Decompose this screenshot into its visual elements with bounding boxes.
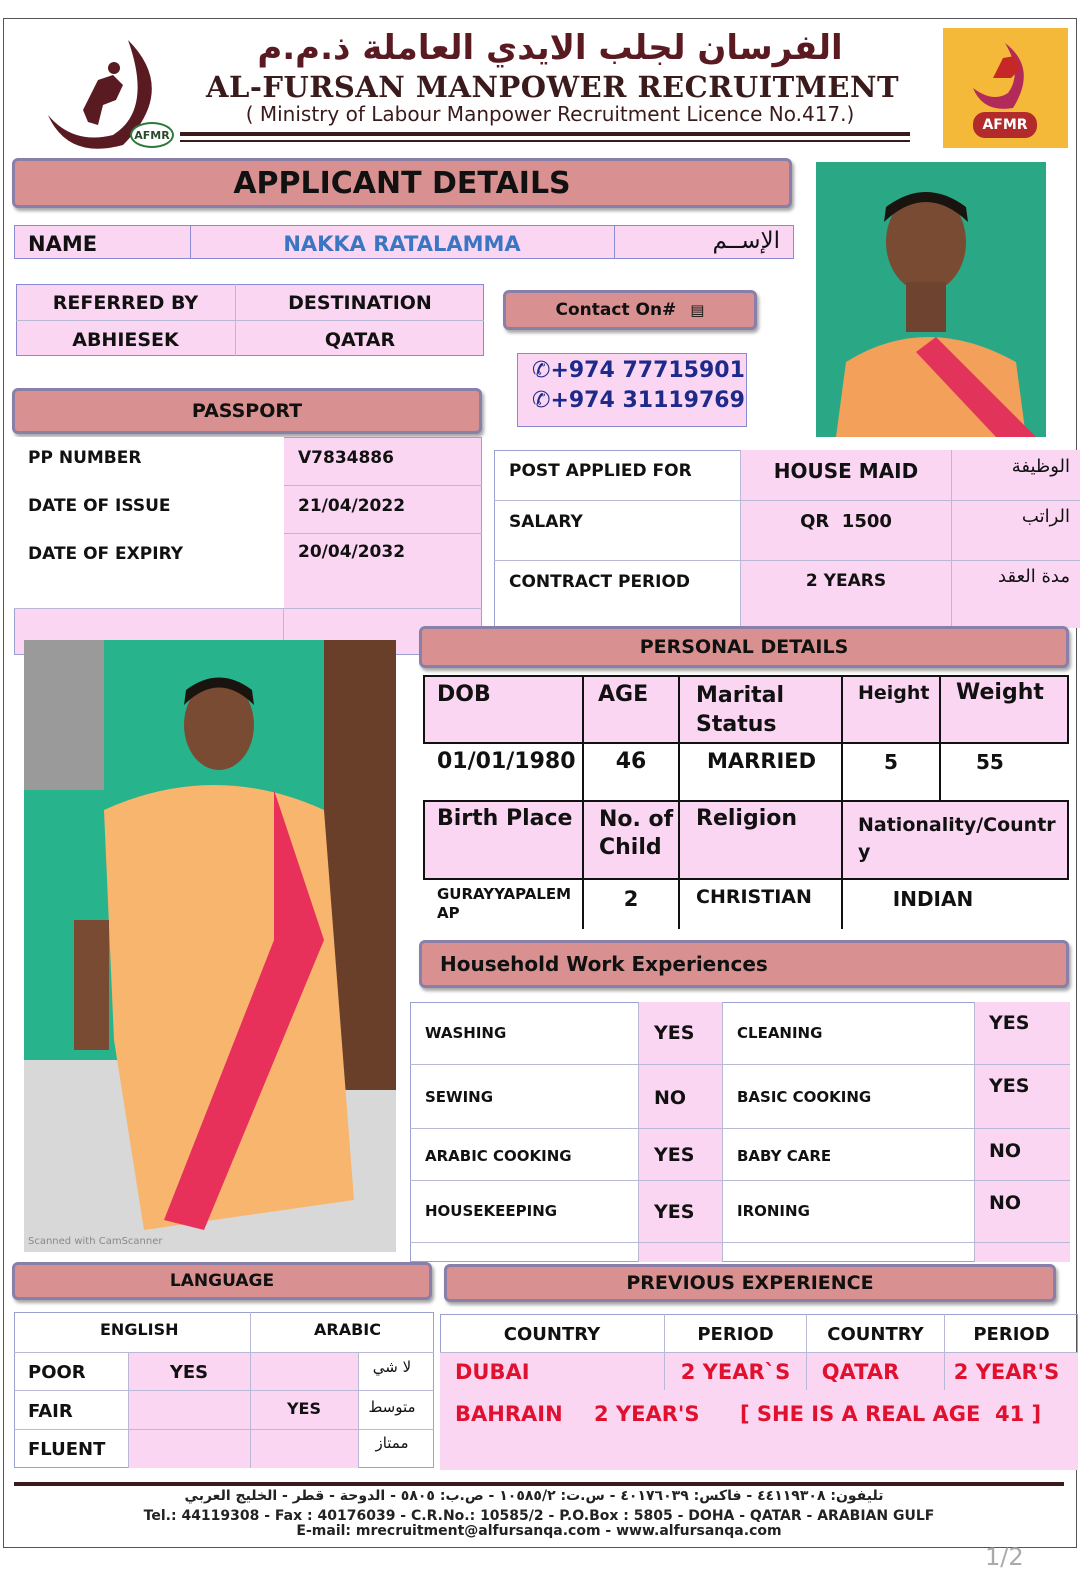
poor-label: POOR <box>28 1362 86 1383</box>
name-label: NAME <box>28 232 98 256</box>
height-header: Height <box>858 682 930 704</box>
company-logo-right <box>943 28 1068 148</box>
phone-icon: ✆ <box>532 388 551 413</box>
basic-cooking-value: YES <box>989 1075 1030 1097</box>
language-header: LANGUAGE <box>12 1262 432 1300</box>
footer-rule <box>14 1482 1064 1486</box>
footer-arabic: تليفون: ٤٤١١٩٣٠٨ - فاكس: ٤٠١٧٦٠٣٩ - س.ت: ١٠٥٨٥/٢ - ص.ب: ٥٨٠٥ - الدوحة - قطر - الخليج العربي <box>184 1488 884 1504</box>
baby-care-label: BABY CARE <box>737 1147 832 1165</box>
language-english-header: ENGLISH <box>100 1320 179 1339</box>
destination-label: DESTINATION <box>288 292 432 314</box>
referred-by-value: ABHIESEK <box>72 329 179 351</box>
contract-period-label: CONTRACT PERIOD <box>509 572 691 592</box>
washing-label: WASHING <box>425 1024 507 1042</box>
height-value: 5 <box>884 750 898 774</box>
prev-period-3: 2 YEAR'S <box>594 1402 700 1426</box>
header-rule-thin <box>180 140 910 142</box>
poor-english: YES <box>169 1362 209 1383</box>
salary-arabic: الراتب <box>1021 506 1070 527</box>
previous-experience-header: PREVIOUS EXPERIENCE <box>444 1264 1056 1302</box>
date-of-expiry-label: DATE OF EXPIRY <box>28 544 184 564</box>
housekeeping-value: YES <box>654 1201 695 1223</box>
post-applied-value: HOUSE MAID <box>773 459 919 483</box>
header-rule <box>180 132 910 136</box>
phone-2[interactable]: ✆+974 31119769 <box>532 388 745 413</box>
marital-status-header: Marital Status <box>696 683 785 737</box>
page-number: 1/2 <box>985 1543 1024 1571</box>
post-applied-arabic: الوظيفة <box>1011 456 1070 477</box>
fair-label: FAIR <box>28 1401 73 1422</box>
phone-1[interactable]: ✆+974 77715901 <box>532 358 745 383</box>
ironing-value: NO <box>989 1192 1022 1214</box>
company-arabic-title: الفرسان لجلب الايدي العاملة ذ.م.م <box>257 28 843 68</box>
religion-header: Religion <box>696 806 798 831</box>
language-arabic-header: ARABIC <box>314 1320 381 1339</box>
applicant-full-photo <box>24 640 396 1252</box>
age-header: AGE <box>598 682 649 707</box>
fair-arabic-label: متوسط <box>368 1398 416 1416</box>
nationality-header: Nationality/Country <box>858 814 1056 863</box>
company-licence: ( Ministry of Labour Manpower Recruitment Licence No.417.) <box>245 102 855 126</box>
arabic-cooking-label: ARABIC COOKING <box>425 1147 572 1165</box>
marital-status-value: MARRIED <box>707 749 817 773</box>
name-value: NAKKA RATALAMMA <box>283 232 521 256</box>
fair-arabic: YES <box>286 1399 322 1418</box>
household-header: Household Work Experiences <box>419 940 1069 988</box>
basic-cooking-label: BASIC COOKING <box>737 1088 872 1106</box>
housekeeping-label: HOUSEKEEPING <box>425 1202 558 1220</box>
applicant-portrait-photo <box>816 162 1046 437</box>
phone-icon: ✆ <box>532 358 551 383</box>
date-of-issue-value: 21/04/2022 <box>298 496 406 516</box>
washing-value: YES <box>654 1022 695 1044</box>
prev-country-3: BAHRAIN <box>455 1402 563 1426</box>
destination-value: QATAR <box>324 329 396 351</box>
salary-value: QR 1500 <box>800 511 892 532</box>
prev-period-1: 2 YEAR`S <box>680 1360 791 1384</box>
birth-place-header: Birth Place <box>437 806 573 831</box>
prev-country-header-1: COUNTRY <box>503 1324 601 1345</box>
company-logo-left <box>28 30 178 155</box>
contact-label: Contact On# <box>555 300 677 320</box>
baby-care-value: NO <box>989 1140 1022 1162</box>
weight-value: 55 <box>976 750 1004 774</box>
dob-value: 01/01/1980 <box>437 749 576 774</box>
passport-header: PASSPORT <box>12 388 482 434</box>
prev-country-2: QATAR <box>821 1360 900 1384</box>
contract-period-arabic: مدة العقد <box>998 566 1070 587</box>
scanner-watermark: Scanned with CamScanner <box>28 1236 163 1247</box>
real-age-note: [ SHE IS A REAL AGE 41 ] <box>740 1402 1042 1426</box>
prev-country-1: DUBAI <box>455 1360 530 1384</box>
date-of-expiry-value: 20/04/2032 <box>298 542 406 562</box>
arabic-cooking-value: YES <box>654 1144 695 1166</box>
sewing-label: SEWING <box>425 1088 494 1106</box>
nationality-value: INDIAN <box>892 887 974 911</box>
phone-book-icon: ▤ <box>690 301 705 319</box>
age-value: 46 <box>615 749 647 774</box>
prev-period-header-2: PERIOD <box>973 1324 1050 1345</box>
prev-country-header-2: COUNTRY <box>827 1324 924 1345</box>
children-header: No. of Child <box>599 807 674 860</box>
referred-by-label: REFERRED BY <box>52 292 199 314</box>
name-divider-2 <box>614 225 615 259</box>
salary-label: SALARY <box>509 512 583 532</box>
logo-badge-left: AFMR <box>130 122 174 148</box>
children-value: 2 <box>623 887 639 911</box>
company-title: AL-FURSAN MANPOWER RECRUITMENT <box>205 70 900 104</box>
prev-period-header-1: PERIOD <box>697 1324 774 1345</box>
date-of-issue-label: DATE OF ISSUE <box>28 496 171 516</box>
contract-period-value: 2 YEARS <box>805 571 887 591</box>
footer-email: E-mail: mrecruitment@alfursanqa.com - www.alfursanqa.com <box>296 1523 782 1539</box>
cleaning-label: CLEANING <box>737 1024 823 1042</box>
logo-badge-right: AFMR <box>973 112 1037 138</box>
sewing-value: NO <box>654 1087 687 1109</box>
fluent-label: FLUENT <box>28 1439 106 1460</box>
weight-header: Weight <box>956 680 1044 705</box>
post-applied-label: POST APPLIED FOR <box>509 461 692 481</box>
applicant-details-header: APPLICANT DETAILS <box>12 158 792 208</box>
cleaning-value: YES <box>989 1012 1030 1034</box>
dob-header: DOB <box>437 682 491 707</box>
name-arabic-label: الإســم <box>712 228 780 254</box>
religion-value: CHRISTIAN <box>696 886 812 908</box>
knight-icon <box>943 28 1068 118</box>
prev-period-2: 2 YEAR'S <box>953 1360 1060 1384</box>
contact-header <box>503 290 757 330</box>
footer-contact: Tel.: 44119308 - Fax : 40176039 - C.R.No.: 10585/2 - P.O.Box : 5805 - DOHA - QATAR - ARABIAN GULF <box>143 1508 935 1524</box>
fluent-arabic-label: ممتاز <box>375 1434 409 1452</box>
pp-number-label: PP NUMBER <box>28 448 142 468</box>
poor-arabic-label: لا شي <box>372 1358 412 1376</box>
personal-details-header: PERSONAL DETAILS <box>419 626 1069 668</box>
ironing-label: IRONING <box>737 1202 810 1220</box>
pp-number-value: V7834886 <box>298 448 394 468</box>
birth-place-value: GURAYYAPALEM AP <box>437 885 572 922</box>
